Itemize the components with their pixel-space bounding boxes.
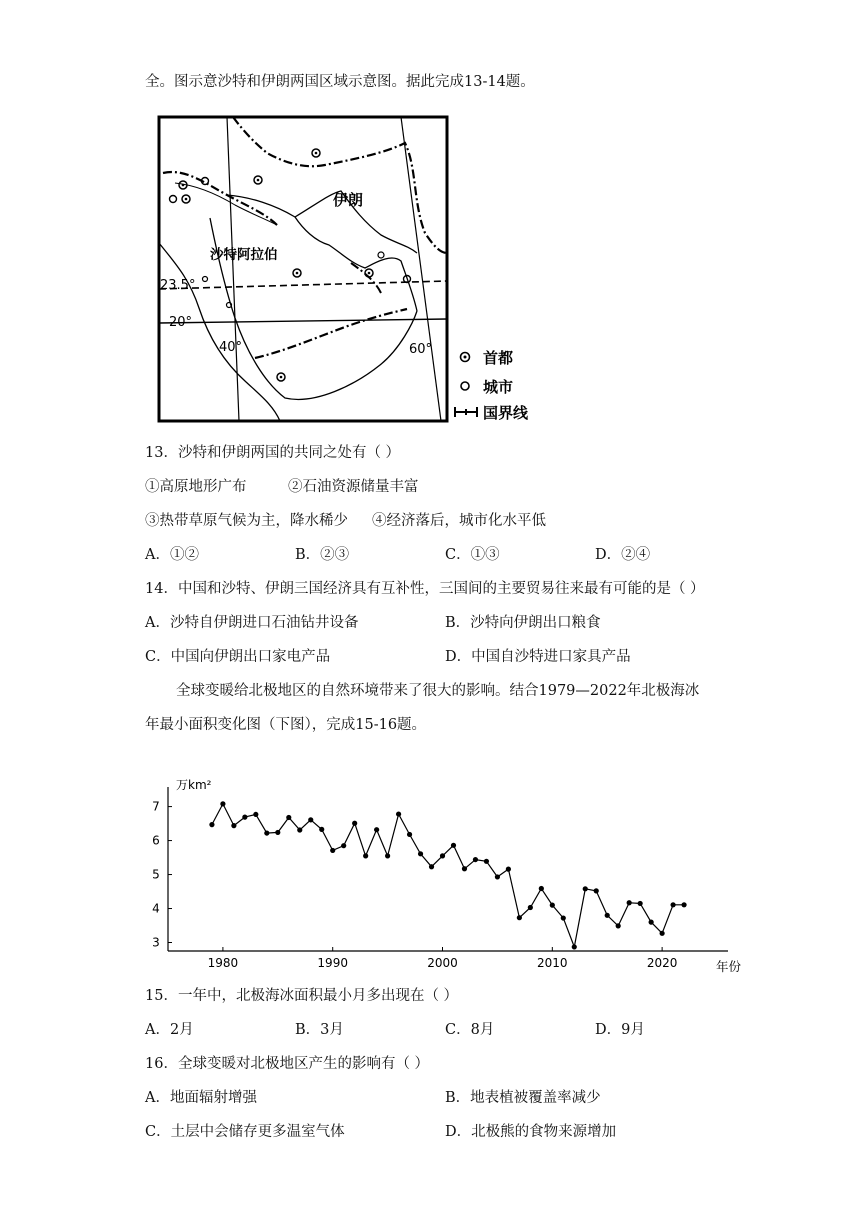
q14-stem: 14．中国和沙特、伊朗三国经济具有互补性，三国间的主要贸易往来最有可能的是（ ） [145,581,705,597]
data-point [462,866,467,871]
series-line [212,804,684,947]
y-tick-label: 3 [152,935,160,950]
lat-20-line [159,319,447,323]
data-point [440,853,445,858]
y-tick-label: 4 [152,901,160,916]
sea-ice-chart [140,775,780,980]
q16-option-c[interactable]: C．土层中会储存更多温室气体 [145,1124,345,1140]
data-point [407,832,412,837]
q13-option-b[interactable]: B．②③ [295,547,350,563]
q15-option-d[interactable]: D．9月 [595,1022,645,1038]
iran-border [233,117,447,253]
data-point [429,864,434,869]
legend-city-icon [461,382,469,390]
q15-option-b[interactable]: B．3月 [295,1022,344,1038]
q13-item3: ③热带草原气候为主，降水稀少 [145,513,348,529]
data-point [418,851,423,856]
data-point [495,874,500,879]
passage-line-1: 全球变暖给北极地区的自然环境带来了很大的影响。结合1979—2022年北极海冰 [176,683,700,699]
label-saudi: 沙特阿拉伯 [210,247,278,263]
map-svg [155,113,575,425]
data-point [286,815,291,820]
q14-option-a[interactable]: A．沙特自伊朗进口石油钻井设备 [145,615,359,631]
label-lat-20: 20° [169,315,193,330]
data-point [451,843,456,848]
data-point [594,888,599,893]
q15-option-c[interactable]: C．8月 [445,1022,495,1038]
data-point [627,900,632,905]
x-tick-label: 2010 [537,956,568,970]
data-point [660,931,665,936]
q15-stem: 15．一年中，北极海冰面积最小月多出现在（ ） [145,988,459,1004]
data-point [528,905,533,910]
data-point [341,843,346,848]
data-point [605,913,610,918]
q13-item1: ①高原地形广布 [145,479,247,495]
data-point [550,903,555,908]
data-point [473,857,478,862]
chart-ylabel: 万km² [176,778,212,792]
data-point [308,817,313,822]
data-point [561,915,566,920]
data-point [670,902,675,907]
chart-xlabel: 年份 [716,959,742,974]
data-point [649,920,654,925]
legend-border-label: 国界线 [483,404,529,422]
data-point [681,902,686,907]
data-point [396,811,401,816]
data-point [297,827,302,832]
label-lon-60: 60° [409,342,433,357]
q13-item2: ②石油资源储量丰富 [288,479,419,495]
region-map [155,113,575,425]
q16-option-b[interactable]: B．地表植被覆盖率减少 [445,1090,601,1106]
x-tick-label: 2000 [427,956,458,970]
y-tick-label: 5 [152,867,160,882]
q13-option-a[interactable]: A．①② [145,547,199,563]
data-point [506,867,511,872]
data-point [253,812,258,817]
tropic-line [159,281,447,289]
arabia-coast [210,218,417,399]
x-tick-label: 2020 [646,956,678,970]
y-tick-label: 7 [152,799,160,814]
legend-capital-label: 首都 [483,349,514,367]
q15-option-a[interactable]: A．2月 [145,1022,194,1038]
meridian-60 [401,117,441,421]
q16-option-d[interactable]: D．北极熊的食物来源增加 [445,1124,617,1140]
label-lon-40: 40° [219,340,243,355]
red-sea-west-coast [159,243,280,421]
data-point [484,859,489,864]
data-point [209,822,214,827]
data-point [583,886,588,891]
q13-item4: ④经济落后，城市化水平低 [372,513,546,529]
q13-option-c[interactable]: C．①③ [445,547,500,563]
data-point [616,923,621,928]
data-point [363,853,368,858]
data-point [220,801,225,806]
data-point [264,830,269,835]
data-point [330,848,335,853]
label-iran: 伊朗 [333,191,364,209]
data-point [539,886,544,891]
passage-line-2: 年最小面积变化图（下图），完成15-16题。 [145,717,427,733]
q14-option-d[interactable]: D．中国自沙特进口家具产品 [445,649,631,665]
y-tick-label: 6 [152,833,160,848]
data-point [242,815,247,820]
q16-option-a[interactable]: A．地面辐射增强 [145,1090,257,1106]
river [175,183,277,225]
data-point [517,915,522,920]
data-point [352,821,357,826]
q14-option-c[interactable]: C．中国向伊朗出口家电产品 [145,649,331,665]
saudi-south-border [255,309,407,358]
data-point [275,830,280,835]
data-point [374,827,379,832]
data-point [319,827,324,832]
q13-option-d[interactable]: D．②④ [595,547,651,563]
data-point [231,823,236,828]
intro-text: 全。图示意沙特和伊朗两国区域示意图。据此完成13-14题。 [145,74,535,90]
x-tick-label: 1980 [207,956,239,970]
x-tick-label: 1990 [317,956,348,970]
sea-ice-chart-svg [140,775,780,980]
label-lat-23: 23.5° [160,278,196,293]
map-legend [455,349,529,422]
meridian-40 [227,117,239,421]
q14-option-b[interactable]: B．沙特向伊朗出口粮食 [445,615,601,631]
data-point [572,944,577,949]
data-point [385,853,390,858]
legend-city-label: 城市 [483,378,514,396]
data-point [638,901,643,906]
q13-stem: 13．沙特和伊朗两国的共同之处有（ ） [145,445,401,461]
q16-stem: 16．全球变暖对北极地区产生的影响有（ ） [145,1056,430,1072]
